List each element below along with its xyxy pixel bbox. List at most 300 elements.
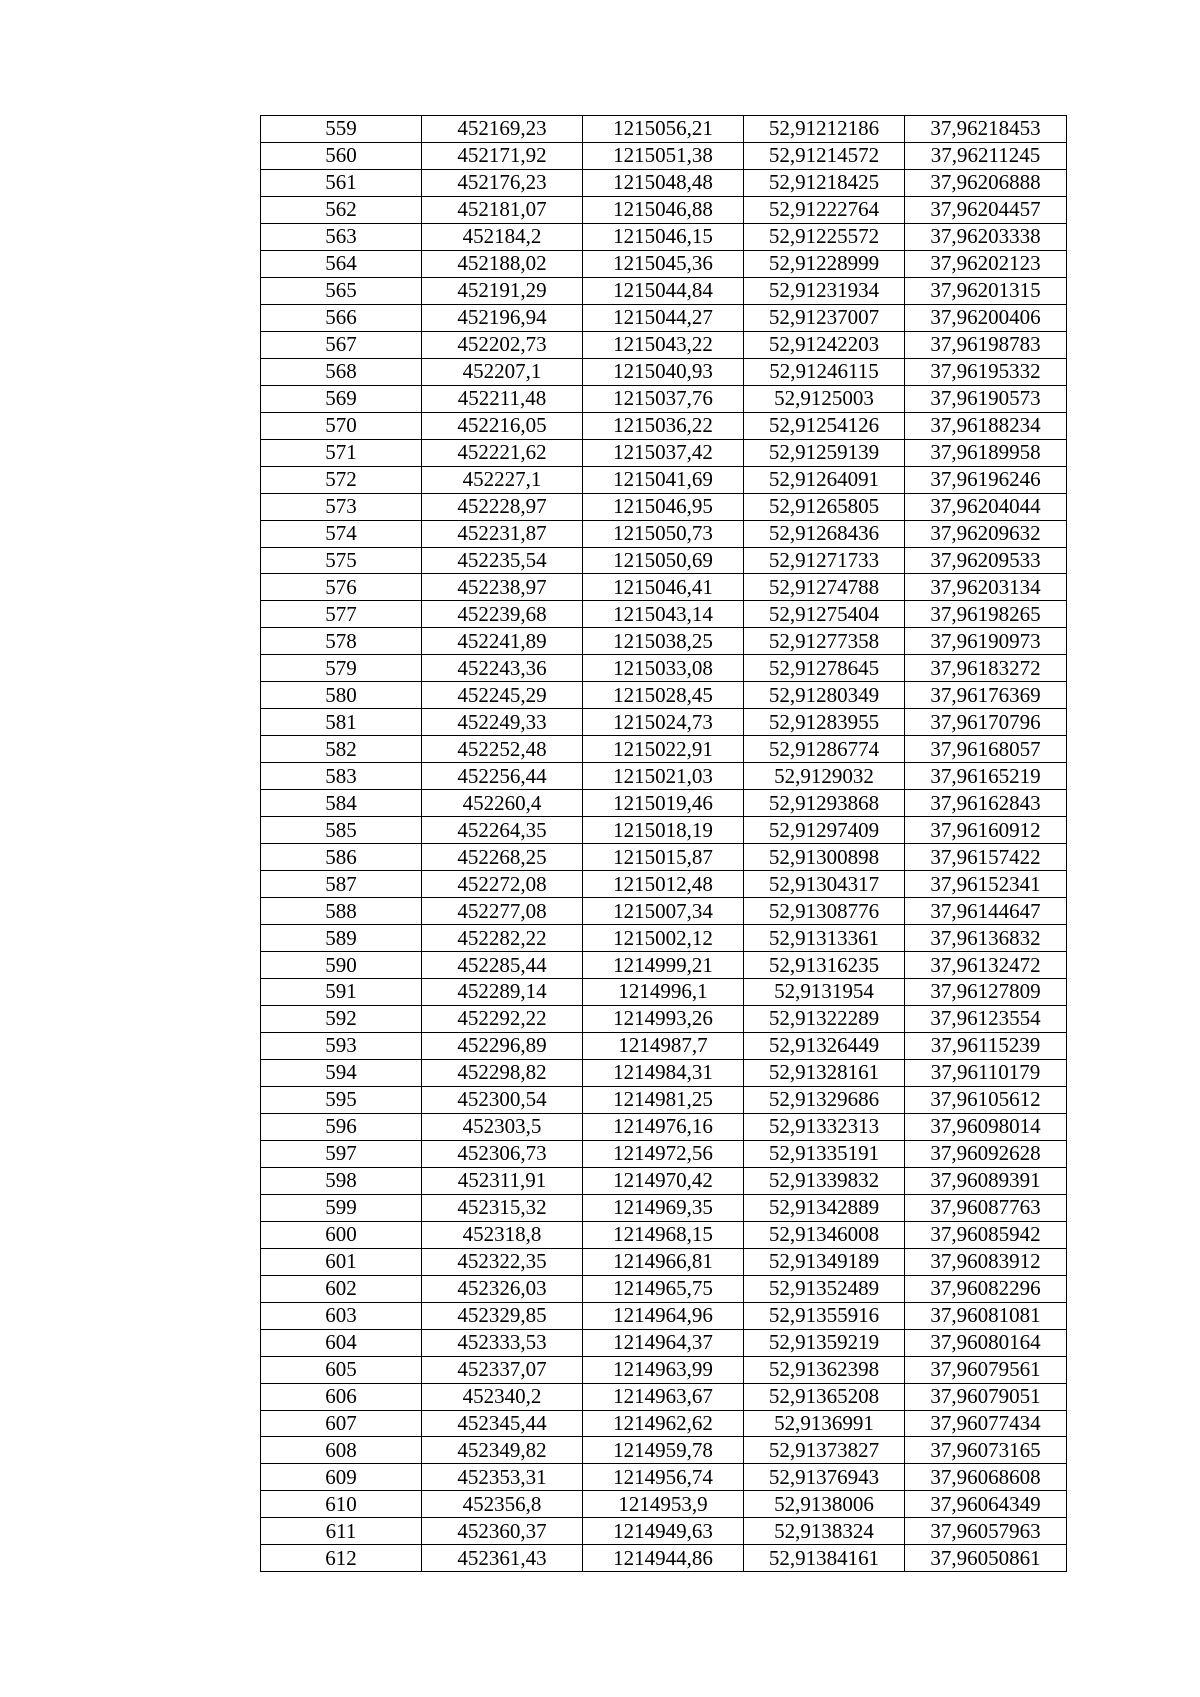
x-coordinate-cell: 452228,97 xyxy=(422,493,583,520)
table-row xyxy=(261,1113,1067,1140)
x-coordinate-cell: 452311,91 xyxy=(422,1167,583,1194)
longitude-cell: 37,96144647 xyxy=(905,898,1067,925)
x-coordinate-cell: 452188,02 xyxy=(422,250,583,277)
longitude-cell: 37,96110179 xyxy=(905,1059,1067,1086)
y-coordinate-cell: 1215040,93 xyxy=(583,358,744,385)
table-row xyxy=(261,1221,1067,1248)
point-number-cell: 581 xyxy=(261,709,422,736)
latitude-cell: 52,91246115 xyxy=(744,358,905,385)
y-coordinate-cell: 1215036,22 xyxy=(583,412,744,439)
latitude-cell: 52,9125003 xyxy=(744,385,905,412)
y-coordinate-cell: 1214964,37 xyxy=(583,1329,744,1356)
table-row xyxy=(261,142,1067,169)
x-coordinate-cell: 452241,89 xyxy=(422,628,583,655)
point-number-cell: 605 xyxy=(261,1356,422,1383)
x-coordinate-cell: 452221,62 xyxy=(422,439,583,466)
latitude-cell: 52,91362398 xyxy=(744,1356,905,1383)
y-coordinate-cell: 1215056,21 xyxy=(583,116,744,143)
longitude-cell: 37,96189958 xyxy=(905,439,1067,466)
longitude-cell: 37,96079051 xyxy=(905,1383,1067,1410)
x-coordinate-cell: 452207,1 xyxy=(422,358,583,385)
point-number-cell: 580 xyxy=(261,682,422,709)
longitude-cell: 37,96081081 xyxy=(905,1302,1067,1329)
table-row xyxy=(261,1302,1067,1329)
point-number-cell: 590 xyxy=(261,952,422,979)
x-coordinate-cell: 452239,68 xyxy=(422,601,583,628)
table-row xyxy=(261,655,1067,682)
point-number-cell: 566 xyxy=(261,304,422,331)
latitude-cell: 52,91355916 xyxy=(744,1302,905,1329)
y-coordinate-cell: 1215043,14 xyxy=(583,601,744,628)
table-row xyxy=(261,1491,1067,1518)
table-row xyxy=(261,736,1067,763)
point-number-cell: 595 xyxy=(261,1086,422,1113)
x-coordinate-cell: 452176,23 xyxy=(422,169,583,196)
longitude-cell: 37,96190973 xyxy=(905,628,1067,655)
longitude-cell: 37,96073165 xyxy=(905,1437,1067,1464)
y-coordinate-cell: 1215046,15 xyxy=(583,223,744,250)
table-row xyxy=(261,116,1067,143)
table-row xyxy=(261,1464,1067,1491)
x-coordinate-cell: 452252,48 xyxy=(422,736,583,763)
latitude-cell: 52,91349189 xyxy=(744,1248,905,1275)
x-coordinate-cell: 452329,85 xyxy=(422,1302,583,1329)
longitude-cell: 37,96195332 xyxy=(905,358,1067,385)
point-number-cell: 560 xyxy=(261,142,422,169)
table-row xyxy=(261,223,1067,250)
point-number-cell: 563 xyxy=(261,223,422,250)
point-number-cell: 591 xyxy=(261,979,422,1006)
point-number-cell: 593 xyxy=(261,1032,422,1059)
longitude-cell: 37,96136832 xyxy=(905,925,1067,952)
x-coordinate-cell: 452349,82 xyxy=(422,1437,583,1464)
x-coordinate-cell: 452235,54 xyxy=(422,547,583,574)
x-coordinate-cell: 452249,33 xyxy=(422,709,583,736)
y-coordinate-cell: 1215024,73 xyxy=(583,709,744,736)
longitude-cell: 37,96183272 xyxy=(905,655,1067,682)
x-coordinate-cell: 452268,25 xyxy=(422,844,583,871)
latitude-cell: 52,91342889 xyxy=(744,1194,905,1221)
point-number-cell: 575 xyxy=(261,547,422,574)
x-coordinate-cell: 452289,14 xyxy=(422,979,583,1006)
x-coordinate-cell: 452296,89 xyxy=(422,1032,583,1059)
x-coordinate-cell: 452231,87 xyxy=(422,520,583,547)
table-row xyxy=(261,709,1067,736)
x-coordinate-cell: 452303,5 xyxy=(422,1113,583,1140)
y-coordinate-cell: 1215018,19 xyxy=(583,817,744,844)
table-row xyxy=(261,1086,1067,1113)
y-coordinate-cell: 1215028,45 xyxy=(583,682,744,709)
longitude-cell: 37,96132472 xyxy=(905,952,1067,979)
table-row xyxy=(261,1383,1067,1410)
point-number-cell: 574 xyxy=(261,520,422,547)
x-coordinate-cell: 452277,08 xyxy=(422,898,583,925)
latitude-cell: 52,91352489 xyxy=(744,1275,905,1302)
longitude-cell: 37,96064349 xyxy=(905,1491,1067,1518)
longitude-cell: 37,96201315 xyxy=(905,277,1067,304)
table-row xyxy=(261,1248,1067,1275)
x-coordinate-cell: 452227,1 xyxy=(422,466,583,493)
point-number-cell: 588 xyxy=(261,898,422,925)
latitude-cell: 52,91326449 xyxy=(744,1032,905,1059)
point-number-cell: 584 xyxy=(261,790,422,817)
point-number-cell: 589 xyxy=(261,925,422,952)
y-coordinate-cell: 1214970,42 xyxy=(583,1167,744,1194)
latitude-cell: 52,91313361 xyxy=(744,925,905,952)
y-coordinate-cell: 1215019,46 xyxy=(583,790,744,817)
x-coordinate-cell: 452333,53 xyxy=(422,1329,583,1356)
latitude-cell: 52,9138006 xyxy=(744,1491,905,1518)
y-coordinate-cell: 1215046,88 xyxy=(583,196,744,223)
longitude-cell: 37,96170796 xyxy=(905,709,1067,736)
latitude-cell: 52,91300898 xyxy=(744,844,905,871)
point-number-cell: 609 xyxy=(261,1464,422,1491)
point-number-cell: 602 xyxy=(261,1275,422,1302)
latitude-cell: 52,91316235 xyxy=(744,952,905,979)
y-coordinate-cell: 1215043,22 xyxy=(583,331,744,358)
longitude-cell: 37,96168057 xyxy=(905,736,1067,763)
longitude-cell: 37,96105612 xyxy=(905,1086,1067,1113)
point-number-cell: 586 xyxy=(261,844,422,871)
latitude-cell: 52,91264091 xyxy=(744,466,905,493)
latitude-cell: 52,91271733 xyxy=(744,547,905,574)
x-coordinate-cell: 452243,36 xyxy=(422,655,583,682)
longitude-cell: 37,96165219 xyxy=(905,763,1067,790)
latitude-cell: 52,91332313 xyxy=(744,1113,905,1140)
table-row xyxy=(261,817,1067,844)
latitude-cell: 52,91286774 xyxy=(744,736,905,763)
x-coordinate-cell: 452191,29 xyxy=(422,277,583,304)
longitude-cell: 37,96089391 xyxy=(905,1167,1067,1194)
point-number-cell: 597 xyxy=(261,1140,422,1167)
latitude-cell: 52,91280349 xyxy=(744,682,905,709)
latitude-cell: 52,91228999 xyxy=(744,250,905,277)
table-row xyxy=(261,1545,1067,1572)
y-coordinate-cell: 1215037,42 xyxy=(583,439,744,466)
table-row xyxy=(261,1140,1067,1167)
table-row xyxy=(261,1329,1067,1356)
y-coordinate-cell: 1214964,96 xyxy=(583,1302,744,1329)
latitude-cell: 52,91212186 xyxy=(744,116,905,143)
longitude-cell: 37,96050861 xyxy=(905,1545,1067,1572)
longitude-cell: 37,96204457 xyxy=(905,196,1067,223)
point-number-cell: 600 xyxy=(261,1221,422,1248)
y-coordinate-cell: 1215050,73 xyxy=(583,520,744,547)
x-coordinate-cell: 452315,32 xyxy=(422,1194,583,1221)
x-coordinate-cell: 452337,07 xyxy=(422,1356,583,1383)
latitude-cell: 52,91308776 xyxy=(744,898,905,925)
latitude-cell: 52,91283955 xyxy=(744,709,905,736)
table-row xyxy=(261,1437,1067,1464)
table-row xyxy=(261,979,1067,1006)
longitude-cell: 37,96079561 xyxy=(905,1356,1067,1383)
y-coordinate-cell: 1214965,75 xyxy=(583,1275,744,1302)
latitude-cell: 52,91222764 xyxy=(744,196,905,223)
longitude-cell: 37,96200406 xyxy=(905,304,1067,331)
y-coordinate-cell: 1214966,81 xyxy=(583,1248,744,1275)
point-number-cell: 604 xyxy=(261,1329,422,1356)
x-coordinate-cell: 452282,22 xyxy=(422,925,583,952)
coordinates-table xyxy=(260,115,1067,1572)
latitude-cell: 52,91335191 xyxy=(744,1140,905,1167)
longitude-cell: 37,96198265 xyxy=(905,601,1067,628)
table-row xyxy=(261,844,1067,871)
y-coordinate-cell: 1214984,31 xyxy=(583,1059,744,1086)
table-row xyxy=(261,196,1067,223)
y-coordinate-cell: 1215046,95 xyxy=(583,493,744,520)
longitude-cell: 37,96115239 xyxy=(905,1032,1067,1059)
y-coordinate-cell: 1215012,48 xyxy=(583,871,744,898)
point-number-cell: 598 xyxy=(261,1167,422,1194)
longitude-cell: 37,96209533 xyxy=(905,547,1067,574)
table-row xyxy=(261,547,1067,574)
point-number-cell: 603 xyxy=(261,1302,422,1329)
longitude-cell: 37,96152341 xyxy=(905,871,1067,898)
x-coordinate-cell: 452361,43 xyxy=(422,1545,583,1572)
point-number-cell: 585 xyxy=(261,817,422,844)
y-coordinate-cell: 1215002,12 xyxy=(583,925,744,952)
latitude-cell: 52,9136991 xyxy=(744,1410,905,1437)
latitude-cell: 52,91297409 xyxy=(744,817,905,844)
point-number-cell: 559 xyxy=(261,116,422,143)
longitude-cell: 37,96198783 xyxy=(905,331,1067,358)
longitude-cell: 37,96196246 xyxy=(905,466,1067,493)
y-coordinate-cell: 1215033,08 xyxy=(583,655,744,682)
latitude-cell: 52,91322289 xyxy=(744,1005,905,1032)
point-number-cell: 592 xyxy=(261,1005,422,1032)
table-row xyxy=(261,628,1067,655)
point-number-cell: 570 xyxy=(261,412,422,439)
table-row xyxy=(261,790,1067,817)
point-number-cell: 587 xyxy=(261,871,422,898)
point-number-cell: 571 xyxy=(261,439,422,466)
x-coordinate-cell: 452260,4 xyxy=(422,790,583,817)
longitude-cell: 37,96092628 xyxy=(905,1140,1067,1167)
x-coordinate-cell: 452196,94 xyxy=(422,304,583,331)
x-coordinate-cell: 452318,8 xyxy=(422,1221,583,1248)
point-number-cell: 579 xyxy=(261,655,422,682)
y-coordinate-cell: 1215048,48 xyxy=(583,169,744,196)
point-number-cell: 599 xyxy=(261,1194,422,1221)
longitude-cell: 37,96160912 xyxy=(905,817,1067,844)
table-row xyxy=(261,520,1067,547)
latitude-cell: 52,91329686 xyxy=(744,1086,905,1113)
table-row xyxy=(261,169,1067,196)
longitude-cell: 37,96087763 xyxy=(905,1194,1067,1221)
x-coordinate-cell: 452256,44 xyxy=(422,763,583,790)
y-coordinate-cell: 1215044,27 xyxy=(583,304,744,331)
latitude-cell: 52,91254126 xyxy=(744,412,905,439)
latitude-cell: 52,91346008 xyxy=(744,1221,905,1248)
point-number-cell: 562 xyxy=(261,196,422,223)
table-row xyxy=(261,358,1067,385)
x-coordinate-cell: 452345,44 xyxy=(422,1410,583,1437)
y-coordinate-cell: 1214953,9 xyxy=(583,1491,744,1518)
x-coordinate-cell: 452272,08 xyxy=(422,871,583,898)
latitude-cell: 52,91214572 xyxy=(744,142,905,169)
latitude-cell: 52,91242203 xyxy=(744,331,905,358)
point-number-cell: 569 xyxy=(261,385,422,412)
x-coordinate-cell: 452326,03 xyxy=(422,1275,583,1302)
longitude-cell: 37,96190573 xyxy=(905,385,1067,412)
point-number-cell: 583 xyxy=(261,763,422,790)
latitude-cell: 52,91231934 xyxy=(744,277,905,304)
latitude-cell: 52,91277358 xyxy=(744,628,905,655)
table-row xyxy=(261,1167,1067,1194)
y-coordinate-cell: 1214949,63 xyxy=(583,1518,744,1545)
point-number-cell: 594 xyxy=(261,1059,422,1086)
table-row xyxy=(261,385,1067,412)
x-coordinate-cell: 452181,07 xyxy=(422,196,583,223)
x-coordinate-cell: 452292,22 xyxy=(422,1005,583,1032)
point-number-cell: 596 xyxy=(261,1113,422,1140)
y-coordinate-cell: 1214963,67 xyxy=(583,1383,744,1410)
x-coordinate-cell: 452238,97 xyxy=(422,574,583,601)
latitude-cell: 52,91384161 xyxy=(744,1545,905,1572)
x-coordinate-cell: 452356,8 xyxy=(422,1491,583,1518)
x-coordinate-cell: 452360,37 xyxy=(422,1518,583,1545)
table-row xyxy=(261,574,1067,601)
table-row xyxy=(261,682,1067,709)
x-coordinate-cell: 452300,54 xyxy=(422,1086,583,1113)
point-number-cell: 606 xyxy=(261,1383,422,1410)
longitude-cell: 37,96209632 xyxy=(905,520,1067,547)
latitude-cell: 52,91275404 xyxy=(744,601,905,628)
latitude-cell: 52,91274788 xyxy=(744,574,905,601)
point-number-cell: 601 xyxy=(261,1248,422,1275)
longitude-cell: 37,96057963 xyxy=(905,1518,1067,1545)
longitude-cell: 37,96204044 xyxy=(905,493,1067,520)
table-row xyxy=(261,1518,1067,1545)
table-row xyxy=(261,250,1067,277)
longitude-cell: 37,96203134 xyxy=(905,574,1067,601)
y-coordinate-cell: 1215044,84 xyxy=(583,277,744,304)
point-number-cell: 578 xyxy=(261,628,422,655)
x-coordinate-cell: 452353,31 xyxy=(422,1464,583,1491)
longitude-cell: 37,96206888 xyxy=(905,169,1067,196)
y-coordinate-cell: 1214956,74 xyxy=(583,1464,744,1491)
table-row xyxy=(261,898,1067,925)
point-number-cell: 577 xyxy=(261,601,422,628)
point-number-cell: 561 xyxy=(261,169,422,196)
y-coordinate-cell: 1215021,03 xyxy=(583,763,744,790)
latitude-cell: 52,91373827 xyxy=(744,1437,905,1464)
latitude-cell: 52,91225572 xyxy=(744,223,905,250)
y-coordinate-cell: 1214968,15 xyxy=(583,1221,744,1248)
point-number-cell: 576 xyxy=(261,574,422,601)
table-row xyxy=(261,412,1067,439)
x-coordinate-cell: 452340,2 xyxy=(422,1383,583,1410)
longitude-cell: 37,96211245 xyxy=(905,142,1067,169)
x-coordinate-cell: 452169,23 xyxy=(422,116,583,143)
coordinates-table-body xyxy=(261,116,1067,1572)
y-coordinate-cell: 1215041,69 xyxy=(583,466,744,493)
latitude-cell: 52,91265805 xyxy=(744,493,905,520)
table-row xyxy=(261,439,1067,466)
longitude-cell: 37,96083912 xyxy=(905,1248,1067,1275)
point-number-cell: 582 xyxy=(261,736,422,763)
y-coordinate-cell: 1215015,87 xyxy=(583,844,744,871)
y-coordinate-cell: 1214969,35 xyxy=(583,1194,744,1221)
table-row xyxy=(261,1032,1067,1059)
table-row xyxy=(261,1059,1067,1086)
latitude-cell: 52,91268436 xyxy=(744,520,905,547)
latitude-cell: 52,91339832 xyxy=(744,1167,905,1194)
y-coordinate-cell: 1214996,1 xyxy=(583,979,744,1006)
table-row xyxy=(261,925,1067,952)
latitude-cell: 52,91365208 xyxy=(744,1383,905,1410)
latitude-cell: 52,91218425 xyxy=(744,169,905,196)
latitude-cell: 52,91237007 xyxy=(744,304,905,331)
point-number-cell: 607 xyxy=(261,1410,422,1437)
longitude-cell: 37,96123554 xyxy=(905,1005,1067,1032)
x-coordinate-cell: 452184,2 xyxy=(422,223,583,250)
latitude-cell: 52,91278645 xyxy=(744,655,905,682)
table-row xyxy=(261,763,1067,790)
longitude-cell: 37,96176369 xyxy=(905,682,1067,709)
table-row xyxy=(261,331,1067,358)
point-number-cell: 565 xyxy=(261,277,422,304)
table-row xyxy=(261,277,1067,304)
latitude-cell: 52,9138324 xyxy=(744,1518,905,1545)
y-coordinate-cell: 1214959,78 xyxy=(583,1437,744,1464)
longitude-cell: 37,96068608 xyxy=(905,1464,1067,1491)
latitude-cell: 52,9129032 xyxy=(744,763,905,790)
point-number-cell: 564 xyxy=(261,250,422,277)
table-row xyxy=(261,1410,1067,1437)
y-coordinate-cell: 1214963,99 xyxy=(583,1356,744,1383)
longitude-cell: 37,96098014 xyxy=(905,1113,1067,1140)
point-number-cell: 608 xyxy=(261,1437,422,1464)
x-coordinate-cell: 452202,73 xyxy=(422,331,583,358)
x-coordinate-cell: 452171,92 xyxy=(422,142,583,169)
longitude-cell: 37,96077434 xyxy=(905,1410,1067,1437)
longitude-cell: 37,96157422 xyxy=(905,844,1067,871)
x-coordinate-cell: 452211,48 xyxy=(422,385,583,412)
longitude-cell: 37,96082296 xyxy=(905,1275,1067,1302)
latitude-cell: 52,91376943 xyxy=(744,1464,905,1491)
x-coordinate-cell: 452216,05 xyxy=(422,412,583,439)
point-number-cell: 567 xyxy=(261,331,422,358)
y-coordinate-cell: 1214981,25 xyxy=(583,1086,744,1113)
latitude-cell: 52,91304317 xyxy=(744,871,905,898)
y-coordinate-cell: 1214944,86 xyxy=(583,1545,744,1572)
table-row xyxy=(261,1194,1067,1221)
latitude-cell: 52,91293868 xyxy=(744,790,905,817)
longitude-cell: 37,96162843 xyxy=(905,790,1067,817)
table-row xyxy=(261,952,1067,979)
y-coordinate-cell: 1215037,76 xyxy=(583,385,744,412)
y-coordinate-cell: 1214962,62 xyxy=(583,1410,744,1437)
x-coordinate-cell: 452264,35 xyxy=(422,817,583,844)
longitude-cell: 37,96202123 xyxy=(905,250,1067,277)
latitude-cell: 52,91328161 xyxy=(744,1059,905,1086)
table-row xyxy=(261,1275,1067,1302)
table-row xyxy=(261,1356,1067,1383)
table-row xyxy=(261,304,1067,331)
y-coordinate-cell: 1215022,91 xyxy=(583,736,744,763)
y-coordinate-cell: 1214972,56 xyxy=(583,1140,744,1167)
latitude-cell: 52,91359219 xyxy=(744,1329,905,1356)
y-coordinate-cell: 1214993,26 xyxy=(583,1005,744,1032)
y-coordinate-cell: 1215051,38 xyxy=(583,142,744,169)
longitude-cell: 37,96203338 xyxy=(905,223,1067,250)
table-row xyxy=(261,1005,1067,1032)
longitude-cell: 37,96127809 xyxy=(905,979,1067,1006)
y-coordinate-cell: 1215050,69 xyxy=(583,547,744,574)
point-number-cell: 612 xyxy=(261,1545,422,1572)
longitude-cell: 37,96085942 xyxy=(905,1221,1067,1248)
